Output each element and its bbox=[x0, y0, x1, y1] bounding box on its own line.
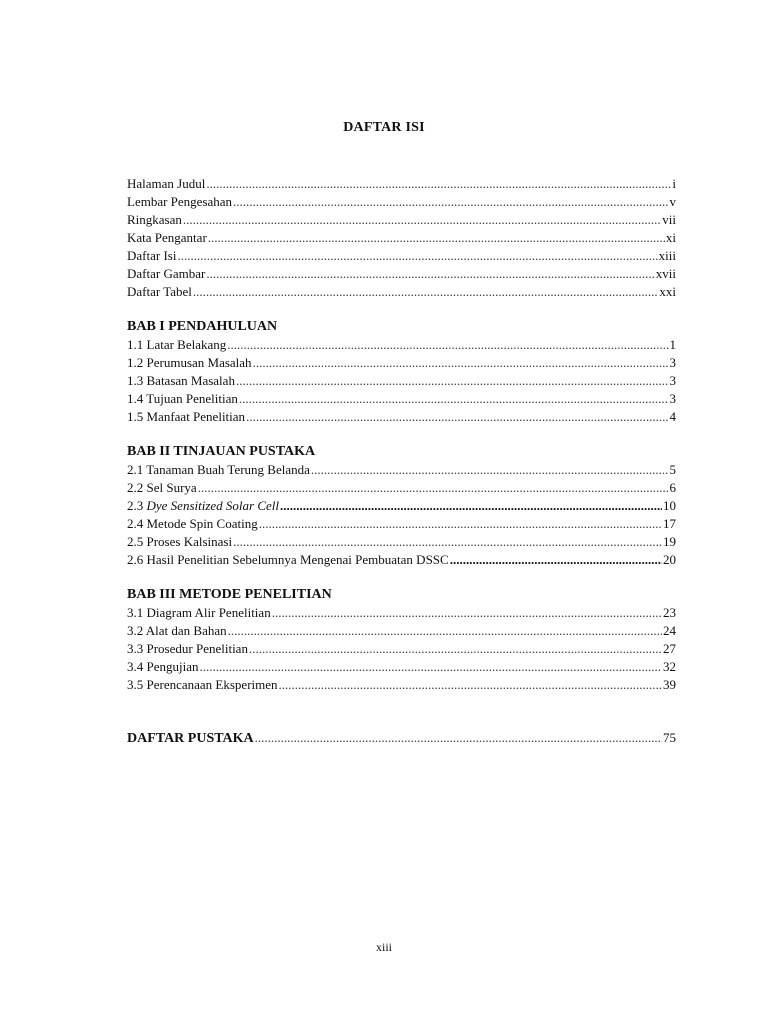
toc-entry-label: 3.5 Perencanaan Eksperimen bbox=[127, 677, 278, 692]
toc-entry-page: 39 bbox=[663, 677, 676, 692]
toc-entry bbox=[127, 193, 676, 211]
chapter-heading: BAB II TINJAUAN PUSTAKA bbox=[127, 444, 316, 459]
toc-entry bbox=[127, 390, 676, 408]
toc-entry-page: 32 bbox=[663, 659, 676, 674]
spacer bbox=[127, 694, 676, 728]
dot-leader bbox=[239, 390, 669, 408]
toc-entry-page: xxi bbox=[659, 284, 676, 299]
toc-entry-label: Lembar Pengesahan bbox=[127, 194, 233, 209]
toc-entry-label-italic: Dye Sensitized Solar Cell bbox=[146, 498, 280, 513]
toc-entry-label-prefix: 2.3 bbox=[127, 498, 147, 513]
toc-entry bbox=[127, 497, 676, 515]
dot-leader bbox=[228, 622, 662, 640]
toc-entry bbox=[127, 283, 676, 301]
dot-leader bbox=[227, 336, 668, 354]
toc-entry-page: vii bbox=[662, 212, 676, 227]
dot-leader bbox=[255, 728, 662, 748]
toc-entry-label: DAFTAR PUSTAKA bbox=[127, 731, 254, 746]
toc-entry-label: Halaman Judul bbox=[127, 176, 206, 191]
toc-entry-page: 17 bbox=[663, 516, 676, 531]
toc-entry bbox=[127, 211, 676, 229]
toc-entry-page: 24 bbox=[663, 623, 676, 638]
toc-entry-page: 3 bbox=[669, 355, 676, 370]
chapter-heading: BAB III METODE PENELITIAN bbox=[127, 587, 332, 602]
toc-entry bbox=[127, 229, 676, 247]
toc-entry bbox=[127, 175, 676, 193]
dot-leader bbox=[280, 497, 662, 515]
toc-entry bbox=[127, 551, 676, 569]
toc-entry-label: 1.3 Batasan Masalah bbox=[127, 373, 235, 388]
toc-entry bbox=[127, 658, 676, 676]
toc-entry-label: 1.4 Tujuan Penelitian bbox=[127, 391, 238, 406]
dot-leader bbox=[208, 229, 665, 247]
dot-leader bbox=[233, 533, 662, 551]
toc-entry-label: Ringkasan bbox=[127, 212, 182, 227]
dot-leader bbox=[200, 658, 663, 676]
toc-entry-label: 2.4 Metode Spin Coating bbox=[127, 516, 258, 531]
toc-entry-label: 3.1 Diagram Alir Penelitian bbox=[127, 605, 271, 620]
dot-leader bbox=[311, 461, 669, 479]
toc-entry-page: 19 bbox=[663, 534, 676, 549]
table-of-contents bbox=[127, 175, 676, 748]
toc-entry-label: 2.5 Proses Kalsinasi bbox=[127, 534, 233, 549]
dot-leader bbox=[233, 193, 668, 211]
toc-entry-page: 23 bbox=[663, 605, 676, 620]
toc-entry-label: 3.2 Alat dan Bahan bbox=[127, 623, 227, 638]
toc-entry-label: 2.6 Hasil Penelitian Sebelumnya Mengenai Pembuatan DSSC bbox=[127, 552, 449, 567]
toc-entry bbox=[127, 265, 676, 283]
toc-entry bbox=[127, 461, 676, 479]
page-title: DAFTAR ISI bbox=[343, 120, 425, 135]
toc-entry bbox=[127, 354, 676, 372]
chapter-1-section bbox=[127, 318, 676, 426]
dot-leader bbox=[450, 551, 662, 569]
toc-entry-label bbox=[127, 497, 279, 515]
toc-entry-page: 3 bbox=[669, 391, 676, 406]
toc-entry-page: 20 bbox=[663, 552, 676, 567]
chapter-2-section bbox=[127, 443, 676, 569]
toc-entry-label: 1.2 Perumusan Masalah bbox=[127, 355, 252, 370]
toc-entry-page: 75 bbox=[663, 730, 676, 745]
dot-leader bbox=[206, 175, 671, 193]
spacer bbox=[127, 569, 676, 586]
chapter-heading: BAB I PENDAHULUAN bbox=[127, 319, 278, 334]
toc-entry-label: 2.2 Sel Surya bbox=[127, 480, 197, 495]
dot-leader bbox=[193, 283, 658, 301]
dot-leader bbox=[249, 640, 662, 658]
dot-leader bbox=[246, 408, 668, 426]
toc-entry-page: 5 bbox=[669, 462, 676, 477]
toc-entry bbox=[127, 622, 676, 640]
toc-entry-label: 3.4 Pengujian bbox=[127, 659, 199, 674]
dot-leader bbox=[253, 354, 669, 372]
toc-entry bbox=[127, 515, 676, 533]
toc-entry-page: 6 bbox=[669, 480, 676, 495]
chapter-3-section bbox=[127, 586, 676, 694]
toc-entry-label: 3.3 Prosedur Penelitian bbox=[127, 641, 248, 656]
toc-entry bbox=[127, 676, 676, 694]
toc-entry-page: 10 bbox=[663, 498, 676, 513]
front-matter-section bbox=[127, 175, 676, 301]
toc-entry-page: i bbox=[672, 176, 676, 191]
page-number: xiii bbox=[375, 940, 392, 954]
toc-entry bbox=[127, 640, 676, 658]
toc-entry-page: xi bbox=[665, 230, 676, 245]
toc-entry bbox=[127, 479, 676, 497]
toc-entry-page: 3 bbox=[669, 373, 676, 388]
toc-entry-label: Daftar Tabel bbox=[127, 284, 192, 299]
toc-entry bbox=[127, 533, 676, 551]
toc-entry bbox=[127, 336, 676, 354]
toc-entry-page: 1 bbox=[669, 337, 676, 352]
spacer bbox=[127, 301, 676, 318]
toc-entry bbox=[127, 372, 676, 390]
toc-entry-label: Kata Pengantar bbox=[127, 230, 207, 245]
dot-leader bbox=[198, 479, 669, 497]
toc-entry bbox=[127, 247, 676, 265]
toc-entry-label: 2.1 Tanaman Buah Terung Belanda bbox=[127, 462, 310, 477]
toc-entry bbox=[127, 408, 676, 426]
dot-leader bbox=[259, 515, 662, 533]
toc-entry-label: 1.1 Latar Belakang bbox=[127, 337, 227, 352]
dot-leader bbox=[183, 211, 661, 229]
toc-entry-label: 1.5 Manfaat Penelitian bbox=[127, 409, 246, 424]
toc-entry-label: Daftar Gambar bbox=[127, 266, 206, 281]
toc-entry-page: v bbox=[669, 194, 676, 209]
dot-leader bbox=[206, 265, 654, 283]
spacer bbox=[127, 426, 676, 443]
toc-entry-page: 27 bbox=[663, 641, 676, 656]
dot-leader bbox=[177, 247, 657, 265]
toc-entry-page: 4 bbox=[669, 409, 676, 424]
toc-entry-page: xvii bbox=[655, 266, 676, 281]
toc-entry bbox=[127, 604, 676, 622]
toc-entry-label: Daftar Isi bbox=[127, 248, 177, 263]
toc-entry-page: xiii bbox=[658, 248, 676, 263]
dot-leader bbox=[279, 676, 662, 694]
dot-leader bbox=[236, 372, 669, 390]
dot-leader bbox=[272, 604, 662, 622]
bibliography-entry bbox=[127, 728, 676, 748]
